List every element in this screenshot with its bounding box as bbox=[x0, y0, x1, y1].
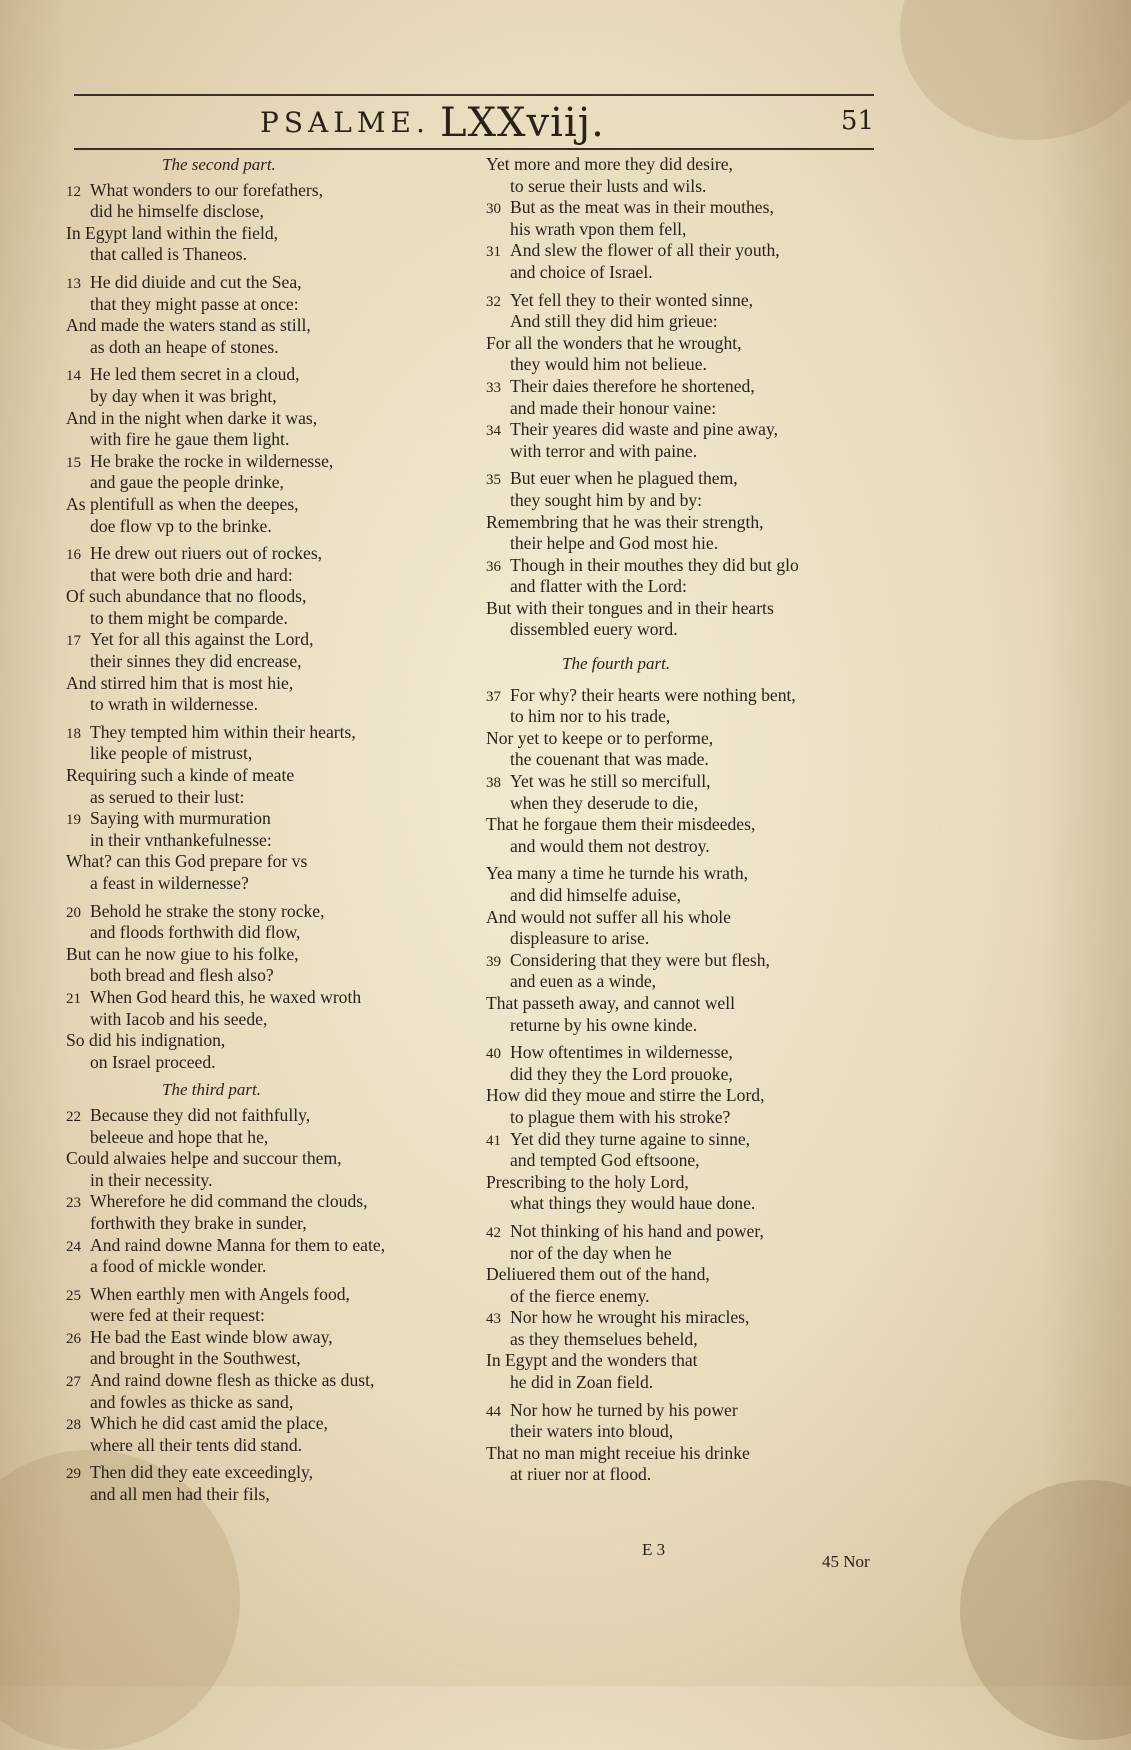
verse-line bbox=[486, 490, 896, 512]
verse-line bbox=[66, 944, 466, 966]
psalm-number: LXXviij. bbox=[440, 100, 605, 146]
verse-line bbox=[486, 1015, 896, 1037]
verse-line bbox=[66, 386, 466, 408]
verse-line bbox=[486, 262, 896, 284]
verse-text: He drew out riuers out of rockes, bbox=[90, 543, 323, 564]
verse-line bbox=[66, 516, 466, 538]
verse-text: their helpe and God most hie. bbox=[510, 533, 719, 554]
verse-text: they sought him by and by: bbox=[510, 489, 703, 510]
verse-line bbox=[486, 533, 896, 555]
verse-line bbox=[66, 1256, 466, 1278]
verse-text: Because they did not faithfully, bbox=[90, 1104, 311, 1125]
verse-line bbox=[486, 398, 896, 420]
verse-line bbox=[66, 987, 466, 1009]
stanza bbox=[66, 543, 466, 716]
verse-text: And still they did him grieue: bbox=[510, 311, 718, 332]
verse-text: both bread and flesh also? bbox=[90, 965, 274, 986]
verse-text: And raind downe Manna for them to eate, bbox=[90, 1234, 386, 1255]
part-heading: The fourth part. bbox=[562, 654, 671, 674]
verse-text: and brought in the Southwest, bbox=[90, 1348, 301, 1369]
verse-line bbox=[66, 1413, 466, 1435]
verse-line bbox=[66, 851, 466, 873]
stanza bbox=[486, 290, 896, 463]
verse-number: 14 bbox=[66, 368, 81, 385]
verse-text: Wherefore he did command the clouds, bbox=[90, 1191, 368, 1212]
verse-text: and tempted God eftsoone, bbox=[510, 1150, 700, 1171]
verse-number: 43 bbox=[486, 1311, 501, 1328]
verse-line bbox=[66, 651, 466, 673]
verse-text: Then did they eate exceedingly, bbox=[90, 1462, 314, 1483]
verse-line bbox=[486, 1221, 896, 1243]
verse-line bbox=[486, 619, 896, 641]
verse-text: He led them secret in a cloud, bbox=[90, 364, 300, 385]
verse-line bbox=[66, 494, 466, 516]
verse-text: as doth an heape of stones. bbox=[90, 336, 279, 357]
verse-number: 30 bbox=[486, 201, 501, 218]
verse-text: nor of the day when he bbox=[510, 1242, 672, 1263]
verse-text: forthwith they brake in sunder, bbox=[90, 1212, 307, 1233]
verse-line bbox=[486, 685, 896, 707]
verse-line bbox=[486, 1400, 896, 1422]
verse-line bbox=[486, 598, 896, 620]
verse-text: Yet was he still so mercifull, bbox=[510, 771, 711, 792]
verse-line bbox=[486, 354, 896, 376]
verse-text: and choice of Israel. bbox=[510, 261, 653, 282]
verse-text: displeasure to arise. bbox=[510, 928, 650, 949]
verse-text: Though in their mouthes they did but glo bbox=[510, 554, 799, 575]
verse-line bbox=[66, 743, 466, 765]
verse-line bbox=[66, 1348, 466, 1370]
stanza bbox=[486, 685, 896, 858]
verse-line bbox=[486, 971, 896, 993]
verse-line bbox=[486, 1329, 896, 1351]
verse-line bbox=[66, 722, 466, 744]
page-number: 51 bbox=[840, 106, 874, 136]
verse-line bbox=[66, 1305, 466, 1327]
verse-text: Considering that they were but flesh, bbox=[510, 949, 770, 970]
verse-text: where all their tents did stand. bbox=[90, 1434, 303, 1455]
verse-number: 20 bbox=[66, 904, 81, 921]
verse-text: to him nor to his trade, bbox=[510, 706, 671, 727]
verse-line bbox=[486, 419, 896, 441]
signature-mark: E 3 bbox=[642, 1540, 666, 1559]
verse-text: And would not suffer all his whole bbox=[486, 906, 731, 927]
verse-text: When earthly men with Angels food, bbox=[90, 1283, 350, 1304]
verse-text: of the fierce enemy. bbox=[510, 1285, 650, 1306]
verse-line bbox=[486, 441, 896, 463]
verse-line bbox=[66, 180, 466, 202]
verse-line bbox=[66, 1105, 466, 1127]
verse-line bbox=[66, 244, 466, 266]
verse-text: beleeue and hope that he, bbox=[90, 1126, 269, 1147]
verse-line bbox=[486, 219, 896, 241]
verse-text: Behold he strake the stony rocke, bbox=[90, 900, 325, 921]
verse-number: 16 bbox=[66, 547, 81, 564]
verse-text: But with their tongues and in their hearts bbox=[486, 597, 774, 618]
verse-line bbox=[66, 787, 466, 809]
verse-number: 34 bbox=[486, 423, 501, 440]
verse-text: Yet for all this against the Lord, bbox=[90, 629, 314, 650]
verse-line bbox=[486, 1085, 896, 1107]
verse-number: 33 bbox=[486, 379, 501, 396]
verse-text: to plague them with his stroke? bbox=[510, 1106, 731, 1127]
verse-text: returne by his owne kinde. bbox=[510, 1014, 698, 1035]
verse-number: 37 bbox=[486, 688, 501, 705]
verse-text: and flatter with the Lord: bbox=[510, 576, 687, 597]
verse-text: Yet more and more they did desire, bbox=[486, 154, 733, 174]
verse-line bbox=[486, 1107, 896, 1129]
verse-line bbox=[486, 240, 896, 262]
verse-text: And made the waters stand as still, bbox=[66, 315, 311, 336]
verse-text: But as the meat was in their mouthes, bbox=[510, 197, 774, 218]
verse-number: 15 bbox=[66, 454, 81, 471]
verse-text: Nor how he turned by his power bbox=[510, 1399, 738, 1420]
verse-line bbox=[486, 1307, 896, 1329]
verse-text: and euen as a winde, bbox=[510, 971, 657, 992]
verse-line bbox=[486, 468, 896, 490]
verse-text: Requiring such a kinde of meate bbox=[66, 765, 295, 786]
verse-text: They tempted him within their hearts, bbox=[90, 721, 356, 742]
right-column bbox=[486, 154, 896, 1492]
verse-text: And raind downe flesh as thicke as dust, bbox=[90, 1370, 375, 1391]
verse-text: So did his indignation, bbox=[66, 1030, 226, 1051]
verse-line bbox=[66, 1462, 466, 1484]
verse-text: He bad the East winde blow away, bbox=[90, 1326, 333, 1347]
verse-line bbox=[486, 706, 896, 728]
verse-line bbox=[486, 1042, 896, 1064]
stanza bbox=[66, 364, 466, 537]
verse-line bbox=[66, 629, 466, 651]
verse-line bbox=[66, 272, 466, 294]
verse-text: and would them not destroy. bbox=[510, 835, 710, 856]
verse-line bbox=[66, 901, 466, 923]
verse-line bbox=[66, 586, 466, 608]
stanza bbox=[66, 1284, 466, 1457]
verse-line bbox=[66, 543, 466, 565]
verse-line bbox=[66, 765, 466, 787]
verse-text: as they themselues beheld, bbox=[510, 1328, 698, 1349]
verse-text: and all men had their fils, bbox=[90, 1484, 270, 1505]
verse-line bbox=[486, 1464, 896, 1486]
verse-text: with fire he gaue them light. bbox=[90, 429, 290, 450]
verse-number: 19 bbox=[66, 812, 81, 829]
verse-number: 13 bbox=[66, 275, 81, 292]
verse-text: Deliuered them out of the hand, bbox=[486, 1264, 710, 1285]
left-column bbox=[66, 154, 466, 1512]
verse-text: and did himselfe aduise, bbox=[510, 885, 682, 905]
verse-line bbox=[486, 576, 896, 598]
verse-line bbox=[486, 885, 896, 907]
verse-text: Yet fell they to their wonted sinne, bbox=[510, 289, 754, 310]
verse-text: What wonders to our forefathers, bbox=[90, 179, 324, 200]
stanza bbox=[486, 154, 896, 284]
verse-line bbox=[66, 608, 466, 630]
verse-line bbox=[66, 451, 466, 473]
verse-text: And in the night when darke it was, bbox=[66, 407, 318, 428]
verse-line bbox=[486, 1372, 896, 1394]
verse-text: That passeth away, and cannot well bbox=[486, 992, 735, 1013]
verse-line bbox=[66, 1327, 466, 1349]
running-header bbox=[74, 98, 874, 144]
verse-text: But euer when he plagued them, bbox=[510, 468, 738, 489]
verse-line bbox=[486, 1264, 896, 1286]
verse-line bbox=[66, 201, 466, 223]
verse-line bbox=[486, 928, 896, 950]
verse-text: as serued to their lust: bbox=[90, 786, 245, 807]
stanza bbox=[66, 1462, 466, 1505]
stanza bbox=[66, 272, 466, 358]
verse-text: As plentifull as when the deepes, bbox=[66, 493, 299, 514]
verse-text: their waters into bloud, bbox=[510, 1421, 674, 1442]
stanza bbox=[486, 863, 896, 1036]
verse-line bbox=[66, 1030, 466, 1052]
verse-text: and made their honour vaine: bbox=[510, 397, 717, 418]
verse-number: 32 bbox=[486, 293, 501, 310]
verse-line bbox=[486, 907, 896, 929]
verse-text: by day when it was bright, bbox=[90, 385, 277, 406]
stanza bbox=[486, 1042, 896, 1215]
verse-text: and fowles as thicke as sand, bbox=[90, 1391, 294, 1412]
verse-text: Saying with murmuration bbox=[90, 808, 271, 829]
stanza bbox=[486, 1400, 896, 1486]
verse-line bbox=[66, 1191, 466, 1213]
verse-number: 31 bbox=[486, 244, 501, 261]
verse-number: 12 bbox=[66, 183, 81, 200]
verse-text: at riuer nor at flood. bbox=[510, 1464, 652, 1485]
verse-line bbox=[486, 512, 896, 534]
verse-number: 25 bbox=[66, 1287, 81, 1304]
verse-line bbox=[486, 333, 896, 355]
verse-line bbox=[66, 1148, 466, 1170]
verse-text: How oftentimes in wildernesse, bbox=[510, 1042, 733, 1063]
verse-number: 18 bbox=[66, 725, 81, 742]
verse-text: And slew the flower of all their youth, bbox=[510, 240, 780, 261]
verse-text: were fed at their request: bbox=[90, 1305, 265, 1326]
verse-line bbox=[66, 223, 466, 245]
verse-number: 38 bbox=[486, 775, 501, 792]
verse-number: 17 bbox=[66, 633, 81, 650]
verse-number: 41 bbox=[486, 1132, 501, 1149]
verse-text: they would him not belieue. bbox=[510, 354, 707, 375]
verse-text: with Iacob and his seede, bbox=[90, 1008, 268, 1029]
verse-text: Their daies therefore he shortened, bbox=[510, 375, 755, 396]
verse-line bbox=[66, 472, 466, 494]
verse-text: to wrath in wildernesse. bbox=[90, 694, 259, 715]
verse-text: Their yeares did waste and pine away, bbox=[510, 419, 779, 440]
verse-text: Not thinking of his hand and power, bbox=[510, 1220, 764, 1241]
verse-line bbox=[486, 311, 896, 333]
stanza bbox=[66, 722, 466, 895]
verse-line bbox=[486, 793, 896, 815]
verse-text: in their necessity. bbox=[90, 1169, 213, 1190]
verse-text: For why? their hearts were nothing bent, bbox=[510, 684, 796, 705]
verse-line bbox=[66, 1052, 466, 1074]
verse-text: what things they would haue done. bbox=[510, 1193, 756, 1214]
verse-line bbox=[66, 1009, 466, 1031]
paper-stain bbox=[900, 0, 1131, 140]
verse-text: He did diuide and cut the Sea, bbox=[90, 271, 302, 292]
paper-stain bbox=[960, 1480, 1131, 1740]
verse-text: the couenant that was made. bbox=[510, 749, 709, 770]
verse-text: When God heard this, he waxed wroth bbox=[90, 986, 362, 1007]
verse-text: and gaue the people drinke, bbox=[90, 472, 284, 493]
verse-line bbox=[486, 863, 896, 885]
verse-line bbox=[66, 873, 466, 895]
verse-text: He brake the rocke in wildernesse, bbox=[90, 450, 334, 471]
verse-line bbox=[66, 565, 466, 587]
verse-text: with terror and with paine. bbox=[510, 440, 698, 461]
verse-text: Yea many a time he turnde his wrath, bbox=[486, 863, 749, 884]
verse-number: 28 bbox=[66, 1417, 81, 1434]
verse-text: dissembled euery word. bbox=[510, 619, 678, 640]
verse-line bbox=[66, 1484, 466, 1506]
verse-line bbox=[486, 814, 896, 836]
verse-line bbox=[486, 993, 896, 1015]
header-rule-bottom bbox=[74, 148, 874, 150]
header-title: PSALME. bbox=[260, 106, 430, 139]
verse-number: 22 bbox=[66, 1108, 81, 1125]
verse-text: That no man might receiue his drinke bbox=[486, 1442, 750, 1463]
verse-line bbox=[66, 1170, 466, 1192]
verse-number: 29 bbox=[66, 1466, 81, 1483]
verse-text: when they deserude to die, bbox=[510, 792, 699, 813]
verse-line bbox=[66, 337, 466, 359]
verse-text: to them might be comparde. bbox=[90, 607, 288, 628]
verse-line bbox=[66, 294, 466, 316]
verse-line bbox=[486, 1064, 896, 1086]
verse-text: And stirred him that is most hie, bbox=[66, 672, 294, 693]
verse-line bbox=[66, 1370, 466, 1392]
verse-line bbox=[486, 1150, 896, 1172]
verse-text: did they they the Lord prouoke, bbox=[510, 1063, 733, 1084]
verse-text: In Egypt and the wonders that bbox=[486, 1350, 698, 1371]
verse-line bbox=[486, 728, 896, 750]
verse-line bbox=[486, 555, 896, 577]
verse-number: 21 bbox=[66, 990, 81, 1007]
verse-line bbox=[486, 1443, 896, 1465]
verse-line bbox=[486, 197, 896, 219]
verse-text: That he forgaue them their misdeedes, bbox=[486, 814, 756, 835]
verse-text: But can he now giue to his folke, bbox=[66, 943, 299, 964]
verse-text: and floods forthwith did flow, bbox=[90, 922, 301, 943]
verse-line bbox=[66, 808, 466, 830]
verse-number: 23 bbox=[66, 1195, 81, 1212]
verse-text: their sinnes they did encrease, bbox=[90, 651, 302, 672]
part-heading: The third part. bbox=[162, 1080, 262, 1100]
verse-line bbox=[66, 830, 466, 852]
verse-text: Nor how he wrought his miracles, bbox=[510, 1307, 750, 1328]
verse-line bbox=[486, 176, 896, 198]
verse-text: his wrath vpon them fell, bbox=[510, 218, 687, 239]
verse-text: Nor yet to keepe or to performe, bbox=[486, 727, 714, 748]
verse-line bbox=[486, 1350, 896, 1372]
verse-number: 40 bbox=[486, 1046, 501, 1063]
verse-text: Yet did they turne againe to sinne, bbox=[510, 1128, 751, 1149]
verse-line bbox=[66, 364, 466, 386]
verse-line bbox=[486, 1286, 896, 1308]
verse-text: Which he did cast amid the place, bbox=[90, 1413, 328, 1434]
verse-line bbox=[486, 1129, 896, 1151]
verse-line bbox=[66, 1213, 466, 1235]
verse-line bbox=[66, 922, 466, 944]
verse-text: Of such abundance that no floods, bbox=[66, 586, 307, 607]
verse-line bbox=[486, 950, 896, 972]
verse-number: 44 bbox=[486, 1403, 501, 1420]
verse-line bbox=[66, 965, 466, 987]
verse-line bbox=[486, 836, 896, 858]
verse-line bbox=[486, 749, 896, 771]
verse-line bbox=[66, 1392, 466, 1414]
verse-text: that were both drie and hard: bbox=[90, 564, 293, 585]
verse-line bbox=[486, 1193, 896, 1215]
verse-text: How did they moue and stirre the Lord, bbox=[486, 1085, 765, 1106]
stanza bbox=[66, 180, 466, 266]
verse-text: he did in Zoan field. bbox=[510, 1372, 654, 1393]
verse-text: did he himselfe disclose, bbox=[90, 201, 264, 222]
verse-line bbox=[486, 771, 896, 793]
verse-text: that they might passe at once: bbox=[90, 293, 299, 314]
verse-text: in their vnthankefulnesse: bbox=[90, 829, 272, 850]
verse-line bbox=[486, 290, 896, 312]
verse-line bbox=[66, 694, 466, 716]
verse-line bbox=[66, 1235, 466, 1257]
verse-line bbox=[486, 376, 896, 398]
stanza bbox=[486, 468, 896, 641]
stanza bbox=[66, 1105, 466, 1278]
verse-line bbox=[66, 315, 466, 337]
verse-number: 35 bbox=[486, 472, 501, 489]
stanza bbox=[486, 1221, 896, 1394]
stanza bbox=[66, 901, 466, 1074]
verse-text: Prescribing to the holy Lord, bbox=[486, 1171, 689, 1192]
verse-line bbox=[66, 408, 466, 430]
verse-text: that called is Thaneos. bbox=[90, 244, 247, 265]
verse-number: 39 bbox=[486, 953, 501, 970]
verse-line bbox=[486, 1243, 896, 1265]
verse-text: doe flow vp to the brinke. bbox=[90, 515, 272, 536]
verse-text: In Egypt land within the field, bbox=[66, 222, 279, 243]
verse-line bbox=[66, 429, 466, 451]
verse-line bbox=[486, 1421, 896, 1443]
verse-line bbox=[486, 154, 896, 176]
catchword: 45 Nor bbox=[822, 1552, 870, 1571]
verse-text: a feast in wildernesse? bbox=[90, 873, 249, 893]
header-rule-top bbox=[74, 94, 874, 96]
verse-text: to serue their lusts and wils. bbox=[510, 175, 707, 196]
verse-number: 42 bbox=[486, 1224, 501, 1241]
verse-text: Could alwaies helpe and succour them, bbox=[66, 1148, 342, 1169]
verse-text: like people of mistrust, bbox=[90, 743, 253, 764]
verse-text: Remembring that he was their strength, bbox=[486, 511, 764, 532]
verse-number: 27 bbox=[66, 1374, 81, 1391]
verse-number: 24 bbox=[66, 1238, 81, 1255]
verse-line bbox=[66, 673, 466, 695]
verse-text: For all the wonders that he wrought, bbox=[486, 332, 742, 353]
verse-text: a food of mickle wonder. bbox=[90, 1256, 267, 1277]
verse-text: What? can this God prepare for vs bbox=[66, 851, 308, 872]
verse-line bbox=[66, 1127, 466, 1149]
verse-number: 26 bbox=[66, 1330, 81, 1347]
verse-line bbox=[486, 1172, 896, 1194]
verse-number: 36 bbox=[486, 558, 501, 575]
part-heading: The second part. bbox=[162, 155, 276, 174]
verse-text: on Israel proceed. bbox=[90, 1051, 216, 1072]
verse-line bbox=[66, 1435, 466, 1457]
verse-line bbox=[66, 1284, 466, 1306]
